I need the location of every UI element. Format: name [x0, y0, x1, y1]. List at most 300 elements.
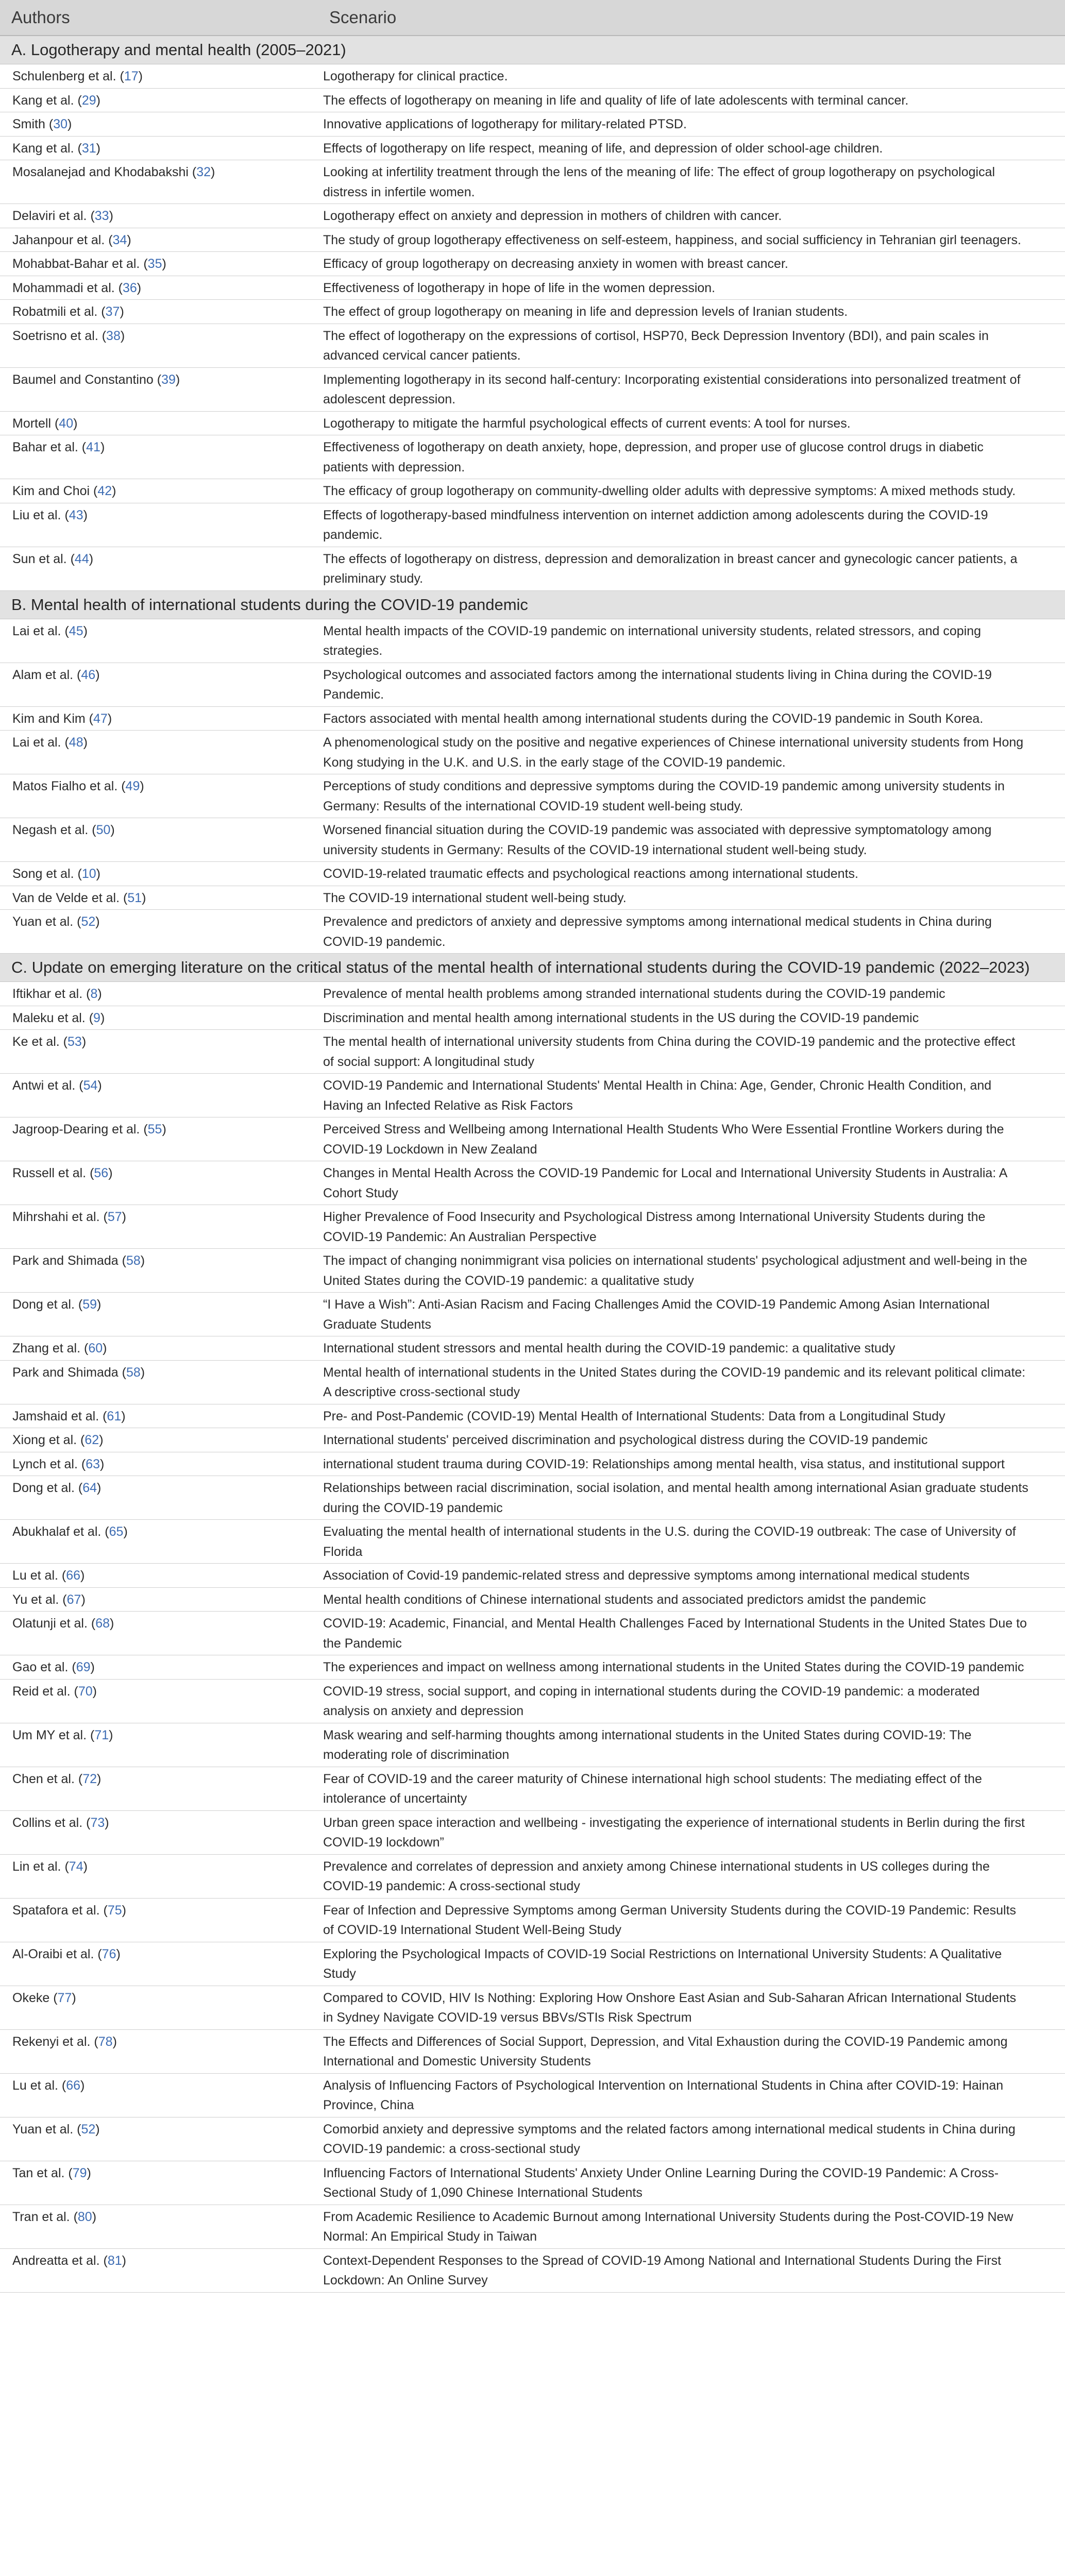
scenario-cell: The study of group logotherapy effectiveness on self-esteem, happiness, and social sufficiency in Tehranian girl teenagers.	[318, 228, 1065, 252]
author-name: Jagroop-Dearing et al.	[12, 1122, 140, 1137]
citation-link[interactable]: 29	[81, 93, 96, 108]
author-cell: Alam et al. (46)	[0, 663, 318, 706]
author-name: Yu et al.	[12, 1592, 59, 1607]
scenario-cell: Perceptions of study conditions and depressive symptoms during the COVID-19 pandemic among university students in Germany: Results of the international COVID-19 student well-being study.	[318, 774, 1065, 818]
table-row	[0, 1404, 1065, 1428]
table-row	[0, 1476, 1065, 1520]
author-cell: Mohammadi et al. (36)	[0, 276, 318, 300]
table-row	[0, 411, 1065, 435]
citation-link[interactable]: 40	[59, 416, 74, 431]
citation-link[interactable]: 34	[112, 232, 127, 247]
author-cell: Russell et al. (56)	[0, 1161, 318, 1205]
citation-link[interactable]: 52	[81, 2122, 96, 2137]
author-cell: Tran et al. (80)	[0, 2205, 318, 2248]
author-name: Jahanpour et al.	[12, 232, 105, 247]
scenario-cell: Efficacy of group logotherapy on decreasing anxiety in women with breast cancer.	[318, 252, 1065, 276]
citation-link[interactable]: 61	[107, 1409, 122, 1423]
scenario-cell: The Effects and Differences of Social Support, Depression, and Vital Exhaustion during the COVID-19 Pandemic among International and Domestic University Students	[318, 2029, 1065, 2073]
table-row	[0, 1428, 1065, 1452]
citation-link[interactable]: 58	[126, 1365, 141, 1380]
scenario-cell: The experiences and impact on wellness among international students in the United States during the COVID-19 pandemic	[318, 1655, 1065, 1680]
column-header-scenario: Scenario	[318, 0, 1065, 36]
author-cell: Iftikhar et al. (8)	[0, 982, 318, 1006]
author-name: Liu et al.	[12, 507, 61, 522]
author-cell: Jagroop-Dearing et al. (55)	[0, 1117, 318, 1161]
author-cell: Lynch et al. (63)	[0, 1452, 318, 1476]
author-cell: Yuan et al. (52)	[0, 2117, 318, 2161]
scenario-cell: Relationships between racial discrimination, social isolation, and mental health among international Asian graduate students during the COVID-19 pandemic	[318, 1476, 1065, 1520]
table-row	[0, 706, 1065, 731]
author-name: Iftikhar et al.	[12, 987, 83, 1001]
citation-link[interactable]: 30	[53, 117, 67, 131]
author-cell: Jamshaid et al. (61)	[0, 1404, 318, 1428]
author-cell: Soetrisno et al. (38)	[0, 324, 318, 367]
citation-link[interactable]: 58	[126, 1253, 141, 1268]
citation-link[interactable]: 47	[93, 711, 108, 726]
table-row	[0, 2161, 1065, 2205]
citation-link[interactable]: 32	[196, 165, 211, 179]
author-name: Park and Shimada	[12, 1253, 119, 1268]
citation-link[interactable]: 51	[127, 890, 142, 905]
author-cell: Mihrshahi et al. (57)	[0, 1205, 318, 1249]
author-name: Smith	[12, 117, 45, 131]
author-cell: Abukhalaf et al. (65)	[0, 1520, 318, 1564]
citation-link[interactable]: 55	[147, 1122, 162, 1137]
scenario-cell: COVID-19-related traumatic effects and psychological reactions among international students.	[318, 862, 1065, 886]
header-row	[0, 0, 1065, 36]
table-row	[0, 1810, 1065, 1854]
author-cell: Robatmili et al. (37)	[0, 300, 318, 324]
scenario-cell: Fear of Infection and Depressive Symptoms among German University Students during the COVID-19 Pandemic: Results of COVID-19 International Student Well-Being Study	[318, 1898, 1065, 1942]
citation-link[interactable]: 59	[82, 1297, 97, 1312]
author-cell: Delaviri et al. (33)	[0, 204, 318, 228]
citation-link[interactable]: 66	[66, 1568, 81, 1583]
author-name: Jamshaid et al.	[12, 1409, 99, 1423]
author-cell: Reid et al. (70)	[0, 1679, 318, 1723]
table-row	[0, 1006, 1065, 1030]
citation-link[interactable]: 36	[122, 280, 137, 295]
author-name: Baumel and Constantino	[12, 372, 154, 387]
author-name: Antwi et al.	[12, 1078, 76, 1093]
author-cell: Lu et al. (66)	[0, 1564, 318, 1588]
scenario-cell: The effects of logotherapy on meaning in life and quality of life of late adolescents with terminal cancer.	[318, 88, 1065, 112]
table-row	[0, 818, 1065, 862]
scenario-cell: Effects of logotherapy on life respect, meaning of life, and depression of older school-age children.	[318, 136, 1065, 160]
author-name: Okeke	[12, 1990, 50, 2005]
scenario-cell: International students' perceived discrimination and psychological distress during the COVID-19 pandemic	[318, 1428, 1065, 1452]
author-name: Tran et al.	[12, 2209, 70, 2224]
author-name: Mosalanejad and Khodabakshi	[12, 165, 189, 179]
author-cell: Chen et al. (72)	[0, 1767, 318, 1810]
author-name: Spatafora et al.	[12, 1903, 100, 1918]
author-name: Abukhalaf et al.	[12, 1524, 102, 1539]
author-cell: Mohabbat-Bahar et al. (35)	[0, 252, 318, 276]
author-name: Lin et al.	[12, 1859, 61, 1874]
citation-link[interactable]: 50	[96, 823, 111, 837]
author-name: Van de Velde et al.	[12, 890, 120, 905]
table-row	[0, 1723, 1065, 1767]
table-row	[0, 1074, 1065, 1117]
author-name: Lu et al.	[12, 2078, 58, 2093]
section-header-row	[0, 36, 1065, 64]
scenario-cell: Effectiveness of logotherapy on death anxiety, hope, depression, and proper use of glucose control drugs in diabetic patients with depression.	[318, 435, 1065, 479]
scenario-cell: The mental health of international university students from China during the COVID-19 pandemic and the protective effect of social support: A longitudinal study	[318, 1030, 1065, 1074]
scenario-cell: Mental health conditions of Chinese international students and associated predictors amidst the pandemic	[318, 1587, 1065, 1612]
citation-link[interactable]: 48	[69, 735, 83, 750]
scenario-cell: Factors associated with mental health among international students during the COVID-19 pandemic in South Korea.	[318, 706, 1065, 731]
author-name: Collins et al.	[12, 1815, 83, 1830]
author-name: Um MY et al.	[12, 1727, 87, 1742]
citation-link[interactable]: 72	[82, 1771, 97, 1786]
table-row	[0, 228, 1065, 252]
citation-link[interactable]: 75	[107, 1903, 122, 1918]
scenario-cell: “I Have a Wish”: Anti-Asian Racism and Facing Challenges Amid the COVID-19 Pandemic Among Asian International Graduate Students	[318, 1293, 1065, 1336]
table-row	[0, 2073, 1065, 2117]
table-row	[0, 2029, 1065, 2073]
scenario-cell: Innovative applications of logotherapy for military-related PTSD.	[318, 112, 1065, 137]
table-row	[0, 1986, 1065, 2029]
author-cell: Mosalanejad and Khodabakshi (32)	[0, 160, 318, 204]
author-name: Tan et al.	[12, 2165, 65, 2180]
scenario-cell: Perceived Stress and Wellbeing among International Health Students Who Were Essential Frontline Workers during the COVID-19 Lockdown in New Zealand	[318, 1117, 1065, 1161]
section-header-row	[0, 954, 1065, 982]
scenario-cell: Logotherapy for clinical practice.	[318, 64, 1065, 89]
author-cell: Bahar et al. (41)	[0, 435, 318, 479]
column-header-authors: Authors	[0, 0, 318, 36]
table-body	[0, 36, 1065, 2292]
author-cell: Song et al. (10)	[0, 862, 318, 886]
scenario-cell: A phenomenological study on the positive and negative experiences of Chinese international university students from Hong Kong studying in the U.K. and U.S. in the early stage of the COVID-19 pandemic.	[318, 731, 1065, 774]
scenario-cell: Prevalence and correlates of depression and anxiety among Chinese international students in US colleges during the COVID-19 pandemic: A cross-sectional study	[318, 1854, 1065, 1898]
table-row	[0, 1655, 1065, 1680]
author-cell: Xiong et al. (62)	[0, 1428, 318, 1452]
scenario-cell: Exploring the Psychological Impacts of COVID-19 Social Restrictions on International University Students: A Qualitative Study	[318, 1942, 1065, 1986]
author-name: Delaviri et al.	[12, 209, 87, 223]
table-header	[0, 0, 1065, 36]
author-name: Mihrshahi et al.	[12, 1210, 100, 1224]
author-cell: Lai et al. (48)	[0, 731, 318, 774]
citation-link[interactable]: 57	[107, 1210, 122, 1224]
author-name: Ke et al.	[12, 1035, 60, 1049]
scenario-cell: Mental health of international students in the United States during the COVID-19 pandemic and its relevant political climate: A descriptive cross-sectional study	[318, 1360, 1065, 1404]
author-cell: Spatafora et al. (75)	[0, 1898, 318, 1942]
citation-link[interactable]: 76	[102, 1946, 116, 1961]
scenario-cell: Effects of logotherapy-based mindfulness intervention on internet addiction among adolescents during the COVID-19 pandemic.	[318, 503, 1065, 547]
citation-link[interactable]: 70	[78, 1684, 93, 1699]
citation-link[interactable]: 78	[98, 2034, 113, 2049]
table-row	[0, 910, 1065, 954]
table-row	[0, 547, 1065, 590]
table-row	[0, 1564, 1065, 1588]
citation-link[interactable]: 45	[69, 623, 83, 638]
author-cell: Yu et al. (67)	[0, 1587, 318, 1612]
author-cell: Rekenyi et al. (78)	[0, 2029, 318, 2073]
citation-link[interactable]: 63	[86, 1456, 100, 1471]
author-cell: Okeke (77)	[0, 1986, 318, 2029]
table-row	[0, 435, 1065, 479]
section-title: A. Logotherapy and mental health (2005–2021)	[0, 36, 1065, 64]
scenario-cell: Pre- and Post-Pandemic (COVID-19) Mental Health of International Students: Data from a Longitudinal Study	[318, 1404, 1065, 1428]
author-cell: Al-Oraibi et al. (76)	[0, 1942, 318, 1986]
author-name: Dong et al.	[12, 1481, 75, 1495]
author-cell: Lu et al. (66)	[0, 2073, 318, 2117]
citation-link[interactable]: 42	[97, 484, 112, 498]
citation-link[interactable]: 38	[106, 328, 121, 343]
scenario-cell: From Academic Resilience to Academic Burnout among International University Students during the Post-COVID-19 New Normal: An Empirical Study in Taiwan	[318, 2205, 1065, 2248]
table-row	[0, 862, 1065, 886]
author-cell: Um MY et al. (71)	[0, 1723, 318, 1767]
citation-link[interactable]: 44	[74, 551, 89, 566]
citation-link[interactable]: 17	[124, 69, 139, 83]
section-header-row	[0, 590, 1065, 619]
scenario-cell: Context-Dependent Responses to the Spread of COVID-19 Among National and International Students During the First Lockdown: An Online Survey	[318, 2248, 1065, 2292]
table-row	[0, 731, 1065, 774]
author-cell: Liu et al. (43)	[0, 503, 318, 547]
scenario-cell: Changes in Mental Health Across the COVID-19 Pandemic for Local and International University Students in Australia: A Cohort Study	[318, 1161, 1065, 1205]
author-name: Mohammadi et al.	[12, 280, 115, 295]
citation-link[interactable]: 39	[161, 372, 176, 387]
author-name: Lai et al.	[12, 623, 61, 638]
table-row	[0, 1161, 1065, 1205]
author-cell: Park and Shimada (58)	[0, 1360, 318, 1404]
table-row	[0, 1854, 1065, 1898]
scenario-cell: COVID-19 stress, social support, and coping in international students during the COVID-19 pandemic: a moderated analysis on anxiety and depression	[318, 1679, 1065, 1723]
table-row	[0, 324, 1065, 367]
table-row	[0, 503, 1065, 547]
citation-link[interactable]: 52	[81, 914, 96, 929]
scenario-cell: Fear of COVID-19 and the career maturity of Chinese international high school students: The mediating effect of the intolerance of uncertainty	[318, 1767, 1065, 1810]
table-row	[0, 886, 1065, 910]
author-cell: Olatunji et al. (68)	[0, 1612, 318, 1655]
table-row	[0, 2205, 1065, 2248]
author-name: Zhang et al.	[12, 1341, 81, 1355]
table-row	[0, 1679, 1065, 1723]
citation-link[interactable]: 9	[93, 1010, 100, 1025]
scenario-cell: Comorbid anxiety and depressive symptoms and the related factors among international medical students in China during COVID-19 pandemic: a cross-sectional study	[318, 2117, 1065, 2161]
scenario-cell: The impact of changing nonimmigrant visa policies on international students' psychological adjustment and well-being in the United States during the COVID-19 pandemic: a qualitative study	[318, 1249, 1065, 1293]
scenario-cell: The effects of logotherapy on distress, depression and demoralization in breast cancer and gynecologic cancer patients, a preliminary study.	[318, 547, 1065, 590]
citation-link[interactable]: 46	[81, 667, 96, 682]
scenario-cell: COVID-19 Pandemic and International Students' Mental Health in China: Age, Gender, Chronic Health Condition, and Having an Infected Relative as Risk Factors	[318, 1074, 1065, 1117]
author-name: Mortell	[12, 416, 52, 431]
citation-link[interactable]: 66	[66, 2078, 81, 2093]
author-cell: Smith (30)	[0, 112, 318, 137]
author-cell: Kang et al. (29)	[0, 88, 318, 112]
table-row	[0, 2117, 1065, 2161]
author-cell: Van de Velde et al. (51)	[0, 886, 318, 910]
author-cell: Matos Fialho et al. (49)	[0, 774, 318, 818]
scenario-cell: Worsened financial situation during the COVID-19 pandemic was associated with depressive symptomatology among university students in Germany: Results of the COVID-19 international student well-being study.	[318, 818, 1065, 862]
scenario-cell: Influencing Factors of International Students' Anxiety Under Online Learning During the COVID-19 Pandemic: A Cross-Sectional Study of 1,090 Chinese International Students	[318, 2161, 1065, 2205]
author-cell: Tan et al. (79)	[0, 2161, 318, 2205]
citation-link[interactable]: 77	[57, 1990, 72, 2005]
author-name: Robatmili et al.	[12, 304, 98, 319]
scenario-cell: Association of Covid-19 pandemic-related stress and depressive symptoms among international medical students	[318, 1564, 1065, 1588]
table-row	[0, 982, 1065, 1006]
author-cell: Gao et al. (69)	[0, 1655, 318, 1680]
author-name: Schulenberg et al.	[12, 69, 116, 83]
author-name: Bahar et al.	[12, 440, 78, 454]
author-cell: Baumel and Constantino (39)	[0, 367, 318, 411]
scenario-cell: Evaluating the mental health of international students in the U.S. during the COVID-19 outbreak: The case of University of Florida	[318, 1520, 1065, 1564]
scenario-cell: The COVID-19 international student well-being study.	[318, 886, 1065, 910]
author-name: Mohabbat-Bahar et al.	[12, 257, 140, 271]
author-name: Lynch et al.	[12, 1456, 78, 1471]
table-row	[0, 2248, 1065, 2292]
author-cell: Maleku et al. (9)	[0, 1006, 318, 1030]
author-name: Kim and Choi	[12, 484, 90, 498]
citation-link[interactable]: 60	[88, 1341, 103, 1355]
citation-link[interactable]: 10	[81, 867, 96, 881]
table-row	[0, 663, 1065, 706]
scenario-cell: Logotherapy effect on anxiety and depression in mothers of children with cancer.	[318, 204, 1065, 228]
table-row	[0, 1520, 1065, 1564]
author-cell: Ke et al. (53)	[0, 1030, 318, 1074]
scenario-cell: international student trauma during COVID-19: Relationships among mental health, visa status, and institutional support	[318, 1452, 1065, 1476]
author-name: Kim and Kim	[12, 711, 86, 726]
scenario-cell: Logotherapy to mitigate the harmful psychological effects of current events: A tool for nurses.	[318, 411, 1065, 435]
citation-link[interactable]: 73	[90, 1815, 105, 1830]
author-cell: Andreatta et al. (81)	[0, 2248, 318, 2292]
author-name: Andreatta et al.	[12, 2253, 100, 2268]
table-row	[0, 1452, 1065, 1476]
author-name: Kang et al.	[12, 93, 74, 108]
scenario-cell: Discrimination and mental health among international students in the US during the COVID-19 pandemic	[318, 1006, 1065, 1030]
table-row	[0, 367, 1065, 411]
table-row	[0, 300, 1065, 324]
author-cell: Sun et al. (44)	[0, 547, 318, 590]
citation-link[interactable]: 67	[66, 1592, 81, 1607]
citation-link[interactable]: 31	[81, 141, 96, 156]
table-row	[0, 88, 1065, 112]
citation-link[interactable]: 68	[95, 1616, 110, 1631]
citation-link[interactable]: 8	[90, 987, 98, 1001]
author-cell: Mortell (40)	[0, 411, 318, 435]
author-cell: Kang et al. (31)	[0, 136, 318, 160]
citation-link[interactable]: 71	[94, 1727, 109, 1742]
scenario-cell: The efficacy of group logotherapy on community-dwelling older adults with depressive symptoms: A mixed methods study.	[318, 479, 1065, 503]
table-row	[0, 252, 1065, 276]
author-cell: Yuan et al. (52)	[0, 910, 318, 954]
author-cell: Antwi et al. (54)	[0, 1074, 318, 1117]
section-title: B. Mental health of international students during the COVID-19 pandemic	[0, 590, 1065, 619]
author-name: Reid et al.	[12, 1684, 71, 1699]
table-row	[0, 1898, 1065, 1942]
author-cell: Kim and Kim (47)	[0, 706, 318, 731]
author-name: Al-Oraibi et al.	[12, 1946, 94, 1961]
table-row	[0, 774, 1065, 818]
table-row	[0, 64, 1065, 89]
table-row	[0, 1612, 1065, 1655]
citation-link[interactable]: 69	[76, 1660, 91, 1674]
table-row	[0, 1205, 1065, 1249]
table-row	[0, 619, 1065, 663]
author-cell: Jahanpour et al. (34)	[0, 228, 318, 252]
citation-link[interactable]: 64	[82, 1481, 97, 1495]
table-row	[0, 1249, 1065, 1293]
citation-link[interactable]: 49	[125, 779, 140, 793]
citation-link[interactable]: 74	[69, 1859, 83, 1874]
citation-link[interactable]: 80	[77, 2209, 92, 2224]
scenario-cell: Looking at infertility treatment through the lens of the meaning of life: The effect of group logotherapy on psychological distress in infertile women.	[318, 160, 1065, 204]
author-name: Kang et al.	[12, 141, 74, 156]
scenario-cell: Mask wearing and self-harming thoughts among international students in the United States during COVID-19: The moderating role of discrimination	[318, 1723, 1065, 1767]
author-name: Alam et al.	[12, 667, 74, 682]
citation-link[interactable]: 81	[107, 2253, 122, 2268]
citation-link[interactable]: 37	[105, 304, 120, 319]
table-row	[0, 479, 1065, 503]
table-row	[0, 160, 1065, 204]
scenario-cell: COVID-19: Academic, Financial, and Mental Health Challenges Faced by International Students in the United States Due to the Pandemic	[318, 1612, 1065, 1655]
table-row	[0, 1030, 1065, 1074]
author-name: Olatunji et al.	[12, 1616, 88, 1631]
scenario-cell: Higher Prevalence of Food Insecurity and Psychological Distress among International University Students during the COVID-19 Pandemic: An Australian Perspective	[318, 1205, 1065, 1249]
table-row	[0, 1942, 1065, 1986]
citation-link[interactable]: 35	[147, 257, 162, 271]
scenario-cell: Implementing logotherapy in its second half-century: Incorporating existential considerations into personalized treatment of adolescent depression.	[318, 367, 1065, 411]
citation-link[interactable]: 53	[67, 1035, 82, 1049]
author-name: Lu et al.	[12, 1568, 58, 1583]
author-name: Gao et al.	[12, 1660, 69, 1674]
author-cell: Lin et al. (74)	[0, 1854, 318, 1898]
citation-link[interactable]: 43	[69, 507, 83, 522]
author-name: Soetrisno et al.	[12, 328, 98, 343]
citation-link[interactable]: 65	[109, 1524, 124, 1539]
table-row	[0, 276, 1065, 300]
author-name: Yuan et al.	[12, 914, 74, 929]
citation-link[interactable]: 56	[94, 1166, 109, 1180]
author-name: Xiong et al.	[12, 1433, 77, 1447]
author-cell: Park and Shimada (58)	[0, 1249, 318, 1293]
scenario-cell: International student stressors and mental health during the COVID-19 pandemic: a qualitative study	[318, 1336, 1065, 1361]
scenario-cell: The effect of group logotherapy on meaning in life and depression levels of Iranian students.	[318, 300, 1065, 324]
author-cell: Schulenberg et al. (17)	[0, 64, 318, 89]
author-cell: Kim and Choi (42)	[0, 479, 318, 503]
author-cell: Dong et al. (59)	[0, 1293, 318, 1336]
author-name: Rekenyi et al.	[12, 2034, 91, 2049]
scenario-cell: The effect of logotherapy on the expressions of cortisol, HSP70, Beck Depression Inventory (BDI), and pain scales in advanced cervical cancer patients.	[318, 324, 1065, 367]
scenario-cell: Mental health impacts of the COVID-19 pandemic on international university students, related stressors, and coping strategies.	[318, 619, 1065, 663]
scenario-cell: Urban green space interaction and wellbeing - investigating the experience of international students in Berlin during the first COVID-19 lockdown”	[318, 1810, 1065, 1854]
author-cell: Zhang et al. (60)	[0, 1336, 318, 1361]
table-row	[0, 112, 1065, 137]
citation-link[interactable]: 54	[83, 1078, 98, 1093]
table-row	[0, 1360, 1065, 1404]
author-name: Matos Fialho et al.	[12, 779, 118, 793]
table-row	[0, 1587, 1065, 1612]
citation-link[interactable]: 41	[86, 440, 100, 454]
author-name: Sun et al.	[12, 551, 67, 566]
author-cell: Collins et al. (73)	[0, 1810, 318, 1854]
author-name: Chen et al.	[12, 1771, 75, 1786]
scenario-cell: Effectiveness of logotherapy in hope of life in the women depression.	[318, 276, 1065, 300]
section-title: C. Update on emerging literature on the critical status of the mental health of international students during the COVID-19 pandemic (2022–2023)	[0, 954, 1065, 982]
table-row	[0, 1293, 1065, 1336]
scenario-cell: Analysis of Influencing Factors of Psychological Intervention on International Students in China after COVID-19: Hainan Province, China	[318, 2073, 1065, 2117]
table-row	[0, 1117, 1065, 1161]
citation-link[interactable]: 62	[84, 1433, 99, 1447]
author-cell: Negash et al. (50)	[0, 818, 318, 862]
author-name: Yuan et al.	[12, 2122, 74, 2137]
author-name: Negash et al.	[12, 823, 89, 837]
table-row	[0, 1336, 1065, 1361]
author-name: Park and Shimada	[12, 1365, 119, 1380]
citation-link[interactable]: 79	[72, 2165, 87, 2180]
scenario-cell: Prevalence of mental health problems among stranded international students during the COVID-19 pandemic	[318, 982, 1065, 1006]
citation-link[interactable]: 33	[94, 209, 109, 223]
author-cell: Dong et al. (64)	[0, 1476, 318, 1520]
author-name: Dong et al.	[12, 1297, 75, 1312]
